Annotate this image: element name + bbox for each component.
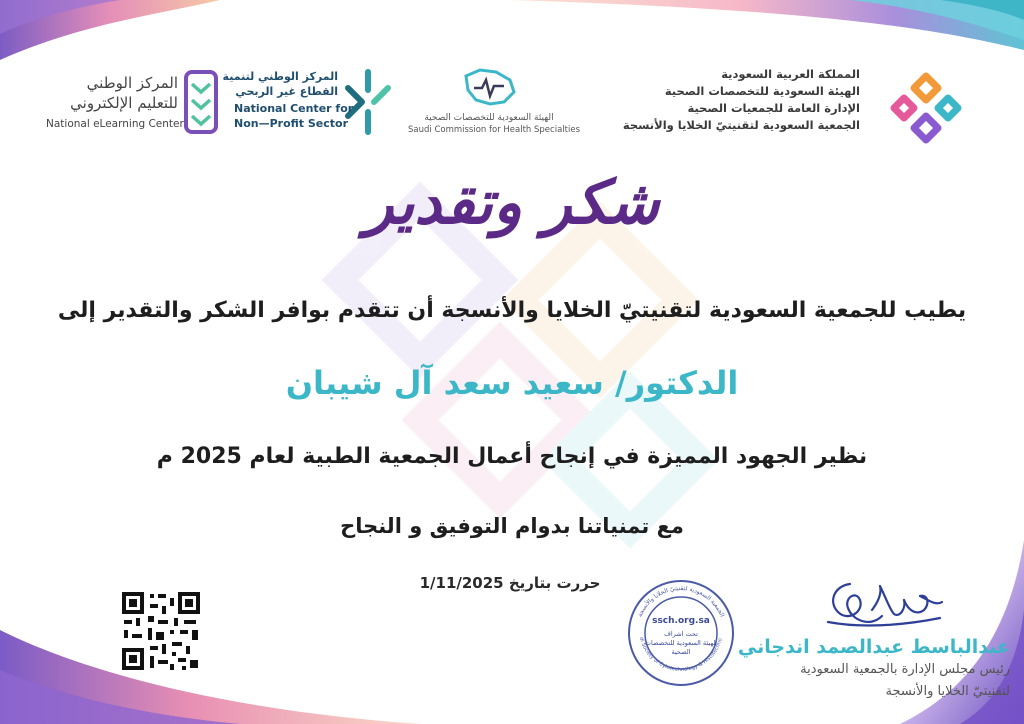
intro-text: يطيب للجمعية السعودية لتقنيتيّ الخلايا والأنسجة أن تتقدم بوافر الشكر والتقدير إلى [57,298,967,323]
ncnp-logo-en-1: National Center for [234,102,354,115]
ncnp-logo-ar-1: المركز الوطني لتنمية [222,70,338,83]
signer-name: عبدالباسط عبدالصمد اندجاني [737,636,1010,658]
nelc-logo [44,70,220,136]
stamp-ring-ar: الجمعية السعودية لتقنيتيّ الخلايا والأنسجة [636,584,726,619]
wishes-text: مع تمنياتنا بدوام التوفيق و النجاح [340,514,684,538]
scfhs-logo-ar: الهيئة السعودية للتخصصات الصحية [424,113,554,123]
ssch-logo-icon [888,70,964,146]
signer-organization: لتقنيتيّ الخلايا والأنسجة [885,684,1010,699]
stamp-line-1: تحت اشراف [664,630,698,638]
issuer-line-3: الإدارة العامة للجمعيات الصحية [687,101,860,115]
handwritten-signature [820,572,950,636]
issuer-block [610,66,860,134]
ncnp-logo-en-2: Non—Profit Sector [234,117,349,130]
scfhs-logo [408,66,580,140]
stamp-ring-en: di Society of Cytotechnology & Histotechno [637,636,724,673]
ncnp-logo-ar-2: القطاع غير الربحي [235,85,338,98]
issue-date: حررت بتاريخ 1/11/2025 [419,574,601,592]
nelc-logo-ar-1: المركز الوطني [86,74,178,92]
official-stamp [626,578,736,688]
ncnp-logo [222,68,398,138]
issuer-line-2: الهيئة السعودية للتخصصات الصحية [664,84,860,98]
bottom-left-decoration [0,560,420,724]
stamp-line-2: الهيئة السعودية للتخصصات [644,639,718,647]
stamp-line-3: الصحية [671,648,691,656]
scfhs-map-icon [460,66,518,108]
nelc-logo-en: National eLearning Center [46,118,184,130]
recipient-name: الدكتور/ سعيد سعد آل شيبان [285,364,739,402]
qr-code-icon [120,590,202,672]
nelc-logo-ar-2: للتعليم الإلكتروني [70,94,178,112]
stamp-url: ssch.org.sa [652,616,710,626]
signer-role: رئيس مجلس الإدارة بالجمعية السعودية [800,662,1010,677]
reason-text: نظير الجهود المميزة في إنجاح أعمال الجمعية الطبية لعام 2025 م [156,444,868,469]
nelc-pattern-icon [184,70,218,134]
scfhs-logo-en: Saudi Commission for Health Specialties [408,125,580,135]
issuer-line-1: المملكة العربية السعودية [721,67,860,81]
certificate-title: شكر وتقدير [364,168,660,238]
issuer-line-4: الجمعية السعودية لتقنيتيّ الخلايا والأنسجة [622,118,860,132]
